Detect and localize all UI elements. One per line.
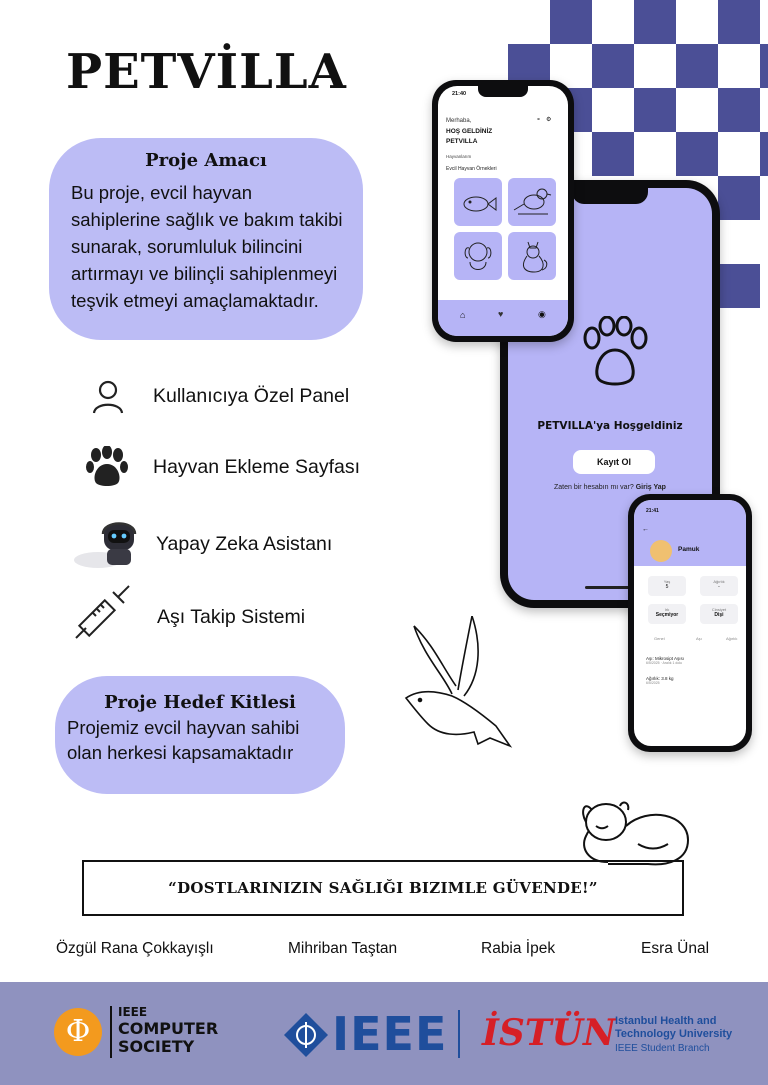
ieee-wordmark: IEEE: [332, 1007, 448, 1061]
pet-card-bird[interactable]: [508, 178, 556, 226]
logo-divider: [110, 1006, 112, 1058]
field-weight-label: Ağırlık: [713, 579, 725, 584]
field-breed-value: Seçmiyor: [655, 612, 679, 618]
uni-line3: IEEE Student Branch: [615, 1043, 710, 1054]
weight-record-title: Ağırlık: 3.8 kg: [646, 676, 674, 681]
field-age: [648, 576, 686, 596]
heart-nav-icon[interactable]: ♥: [498, 309, 504, 319]
greeting-text: Merhaba,: [446, 118, 472, 124]
cs-line2: COMPUTER: [118, 1019, 219, 1038]
istun-wordmark: İSTÜN: [482, 1012, 616, 1054]
my-pets-label: Hayvanlarım: [446, 154, 472, 159]
feature-add-pet: Hayvan Ekleme Sayfası: [153, 456, 361, 478]
settings-icon[interactable]: ⚙: [546, 117, 552, 123]
tab-general[interactable]: Genel: [654, 636, 665, 641]
welcome-heading: HOŞ GELDİNİZ: [446, 128, 493, 135]
pet-card-dog[interactable]: [454, 232, 502, 280]
page-title: PETVİLLA: [66, 44, 347, 100]
phone-notch: [478, 86, 528, 97]
field-weight: [700, 576, 738, 596]
brand-heading: PETVILLA: [446, 138, 478, 145]
field-gender: [700, 604, 738, 624]
paw-icon: [86, 446, 128, 493]
pet-card-fish[interactable]: [454, 178, 502, 226]
project-goal-heading: Proje Amacı: [145, 150, 267, 171]
welcome-title: PETVILLA'ya Hoşgeldiniz: [537, 420, 683, 432]
user-icon: [92, 380, 124, 419]
logo-divider: [458, 1010, 460, 1058]
home-screen-display: [438, 86, 568, 336]
slogan-box: “DOSTLARINIZIN SAĞLIĞI BIZIMLE GÜVENDE!”: [82, 860, 684, 916]
target-audience-text: Projemiz evcil hayvan sahibi olan herkesi kapsamaktadır: [67, 717, 300, 763]
feature-ai-assistant: Yapay Zeka Asistanı: [156, 533, 333, 555]
field-breed-label: Irk: [664, 607, 670, 612]
field-gender-value: Dişi: [714, 612, 724, 618]
weight-record: [646, 676, 674, 685]
weight-record-sub: 6/5/2025: [646, 681, 660, 685]
register-button[interactable]: Kayıt Ol: [573, 450, 655, 474]
target-audience-card: [55, 676, 345, 794]
team-member-3: Rabia İpek: [481, 940, 556, 957]
team-member-1: Özgül Rana Çokkayışlı: [56, 940, 214, 957]
phone-notch: [572, 188, 648, 204]
field-breed: [648, 604, 686, 624]
feature-vaccine-tracking: Aşı Takip Sistemi: [157, 606, 306, 628]
status-time: 21:40: [452, 91, 467, 97]
syringe-icon: [72, 584, 132, 647]
tab-weight[interactable]: Ağırlık: [726, 636, 738, 641]
status-time: 21:41: [646, 508, 659, 514]
pet-name: Pamuk: [678, 546, 700, 553]
ieee-diamond-icon: [283, 1012, 329, 1063]
pet-detail-display: [634, 500, 746, 746]
pet-card-cat[interactable]: [508, 232, 556, 280]
team-member-2: Mihriban Taştan: [288, 940, 398, 957]
phone-home-screen: [432, 80, 574, 342]
uni-line2: Technology University: [615, 1028, 733, 1040]
back-arrow-icon[interactable]: ←: [642, 526, 649, 533]
robot-icon: [72, 516, 140, 577]
project-goal-text: Bu proje, evcil hayvan sahiplerine sağlık ve bakım takibi sunarak, sorumluluk bilincini artırmayı ve bilinçli sahiplenmeyi teşvik etmeyi amaçlamaktadır.: [71, 182, 343, 311]
team-member-4: Esra Ünal: [641, 940, 710, 957]
footer-logos: [0, 982, 768, 1085]
field-age-label: Yaş: [663, 579, 671, 584]
computer-society-logo: Φ: [54, 1008, 102, 1056]
vaccine-record-title: Aşı: Mikrosipt Aşısı: [646, 656, 685, 661]
login-prompt-text: Zaten bir hesabın mı var?: [554, 484, 634, 491]
home-nav-icon[interactable]: ⌂: [460, 310, 466, 320]
pet-examples-label: Evcil Hayvan Örnekleri: [446, 166, 497, 172]
field-age-value: 5: [665, 584, 669, 590]
uni-line1: Istanbul Health and: [615, 1015, 717, 1027]
field-gender-label: Cinsiyet: [711, 607, 727, 612]
cs-line1: IEEE: [118, 1005, 148, 1019]
paw-logo-icon: [578, 316, 652, 393]
bell-icon[interactable]: ⚬: [536, 117, 542, 123]
tab-vaccine[interactable]: Aşı: [696, 636, 702, 641]
field-weight-value: -: [718, 584, 720, 590]
login-prompt: [508, 484, 712, 491]
bottom-nav: [438, 300, 568, 336]
login-link[interactable]: Giriş Yap: [635, 484, 666, 491]
target-audience-heading: Proje Hedef Kitlesi: [104, 692, 296, 713]
cs-line3: SOCIETY: [118, 1037, 195, 1056]
pet-avatar: [650, 540, 672, 562]
vaccine-record-sub: 6/5/2025 · Aralık 1 dolu: [646, 661, 682, 665]
vaccine-record: [646, 656, 684, 665]
feature-user-panel: Kullanıcıya Özel Panel: [153, 385, 350, 407]
phone-pet-detail: [628, 494, 752, 752]
pet-nav-icon[interactable]: ◉: [538, 309, 546, 319]
dove-illustration: [404, 616, 514, 761]
project-goal-card: [49, 138, 363, 340]
